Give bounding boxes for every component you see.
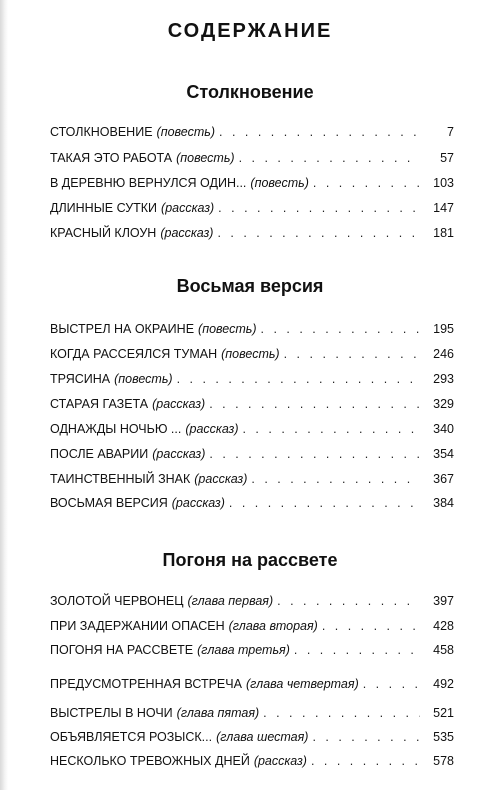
entry-title: ОБЪЯВЛЯЕТСЯ РОЗЫСК... (50, 730, 213, 744)
section-title-vosmaya-versiya: Восьмая версия (176, 276, 324, 296)
entry-subtitle: (повесть) (156, 125, 215, 139)
toc-entry (50, 372, 454, 392)
entry-page-number: 367 (433, 472, 454, 486)
entry-subtitle: (рассказ) (152, 397, 206, 411)
entry-subtitle: (глава шестая) (216, 730, 309, 744)
entry-title: В ДЕРЕВНЮ ВЕРНУЛСЯ ОДИН... (50, 176, 247, 190)
page-title: СОДЕРЖАНИЕ (167, 20, 333, 42)
toc-entry (50, 643, 454, 663)
entry-title: ВОСЬМАЯ ВЕРСИЯ (50, 496, 168, 510)
entry-page-number: 181 (433, 226, 454, 240)
dot-leader (312, 730, 420, 744)
toc-entry (50, 422, 454, 442)
entry-subtitle: (повесть) (176, 151, 235, 165)
dot-leader (294, 643, 420, 657)
toc-entry (50, 322, 454, 342)
toc-entry (50, 151, 454, 171)
toc-entry (50, 496, 454, 516)
entry-title: КОГДА РАССЕЯЛСЯ ТУМАН (50, 347, 218, 361)
entry-subtitle: (глава четвертая) (245, 677, 359, 691)
entry-subtitle: (рассказ) (171, 496, 225, 510)
dot-leader (277, 594, 420, 608)
entry-subtitle: (повесть) (221, 347, 280, 361)
toc-entry (50, 730, 454, 750)
entry-subtitle: (глава первая) (187, 594, 274, 608)
entry-page-number: 458 (433, 643, 454, 657)
entry-subtitle: (глава третья) (197, 643, 290, 657)
entry-subtitle: (рассказ) (194, 472, 248, 486)
dot-leader (229, 496, 420, 510)
toc-entry (50, 397, 454, 417)
entry-page-number: 428 (433, 619, 454, 633)
toc-entry (50, 447, 454, 467)
toc-entry (50, 125, 454, 145)
dot-leader (209, 447, 420, 461)
entry-page-number: 384 (433, 496, 454, 510)
entry-page-number: 578 (433, 754, 454, 768)
toc-entry (50, 226, 454, 246)
entry-page-number: 354 (433, 447, 454, 461)
entry-page-number: 293 (433, 372, 454, 386)
entry-title: ПОГОНЯ НА РАССВЕТЕ (50, 643, 194, 657)
entry-page-number: 397 (433, 594, 454, 608)
entry-page-number: 7 (447, 125, 454, 139)
toc-entry (50, 472, 454, 492)
dot-leader (363, 677, 420, 691)
dot-leader (217, 226, 420, 240)
entry-title: КРАСНЫЙ КЛОУН (50, 226, 157, 240)
dot-leader (284, 347, 420, 361)
entry-title: ВЫСТРЕЛ НА ОКРАИНЕ (50, 322, 195, 336)
entry-title: ДЛИННЫЕ СУТКИ (50, 201, 158, 215)
dot-leader (322, 619, 420, 633)
entry-page-number: 57 (440, 151, 454, 165)
entry-subtitle: (повесть) (114, 372, 173, 386)
entry-title: ТРЯСИНА (50, 372, 111, 386)
toc-entry (50, 594, 454, 614)
toc-entry (50, 176, 454, 196)
entry-title: ЗОЛОТОЙ ЧЕРВОНЕЦ (50, 594, 184, 608)
entry-title: ВЫСТРЕЛЫ В НОЧИ (50, 706, 173, 720)
entry-title: НЕСКОЛЬКО ТРЕВОЖНЫХ ДНЕЙ (50, 754, 250, 768)
section-title-stolknovenie: Столкновение (186, 82, 314, 102)
dot-leader (311, 754, 420, 768)
entry-title: СТАРАЯ ГАЗЕТА (50, 397, 149, 411)
dot-leader (218, 201, 420, 215)
entry-page-number: 147 (433, 201, 454, 215)
section-title-pogonya-na-rassvete: Погоня на рассвете (162, 550, 338, 570)
dot-leader (209, 397, 420, 411)
toc-entry (50, 347, 454, 367)
entry-title: ТАКАЯ ЭТО РАБОТА (50, 151, 173, 165)
dot-leader (177, 372, 420, 386)
entry-page-number: 103 (433, 176, 454, 190)
entry-title: СТОЛКНОВЕНИЕ (50, 125, 153, 139)
page-edge-shadow (0, 0, 8, 790)
dot-leader (239, 151, 420, 165)
toc-entry (50, 754, 454, 774)
entry-title: ОДНАЖДЫ НОЧЬЮ ... (50, 422, 182, 436)
entry-page-number: 535 (433, 730, 454, 744)
dot-leader (242, 422, 420, 436)
dot-leader (261, 322, 421, 336)
toc-entry (50, 706, 454, 726)
entry-page-number: 521 (433, 706, 454, 720)
entry-page-number: 195 (433, 322, 454, 336)
entry-title: ПРЕДУСМОТРЕННАЯ ВСТРЕЧА (50, 677, 242, 691)
dot-leader (263, 706, 420, 720)
entry-page-number: 492 (433, 677, 454, 691)
entry-title: ПОСЛЕ АВАРИИ (50, 447, 149, 461)
entry-title: ПРИ ЗАДЕРЖАНИИ ОПАСЕН (50, 619, 225, 633)
entry-subtitle: (повесть) (198, 322, 257, 336)
dot-leader (251, 472, 420, 486)
entry-subtitle: (рассказ) (161, 201, 215, 215)
entry-subtitle: (повесть) (250, 176, 309, 190)
toc-entry (50, 677, 454, 697)
entry-page-number: 329 (433, 397, 454, 411)
entry-subtitle: (рассказ) (152, 447, 206, 461)
dot-leader (219, 125, 420, 139)
toc-entry (50, 619, 454, 639)
toc-entry (50, 201, 454, 221)
entry-subtitle: (глава вторая) (228, 619, 318, 633)
entry-title: ТАИНСТВЕННЫЙ ЗНАК (50, 472, 191, 486)
entry-subtitle: (рассказ) (160, 226, 214, 240)
entry-subtitle: (глава пятая) (176, 706, 260, 720)
entry-page-number: 340 (433, 422, 454, 436)
entry-subtitle: (рассказ) (253, 754, 307, 768)
dot-leader (313, 176, 420, 190)
entry-subtitle: (рассказ) (185, 422, 239, 436)
entry-page-number: 246 (433, 347, 454, 361)
